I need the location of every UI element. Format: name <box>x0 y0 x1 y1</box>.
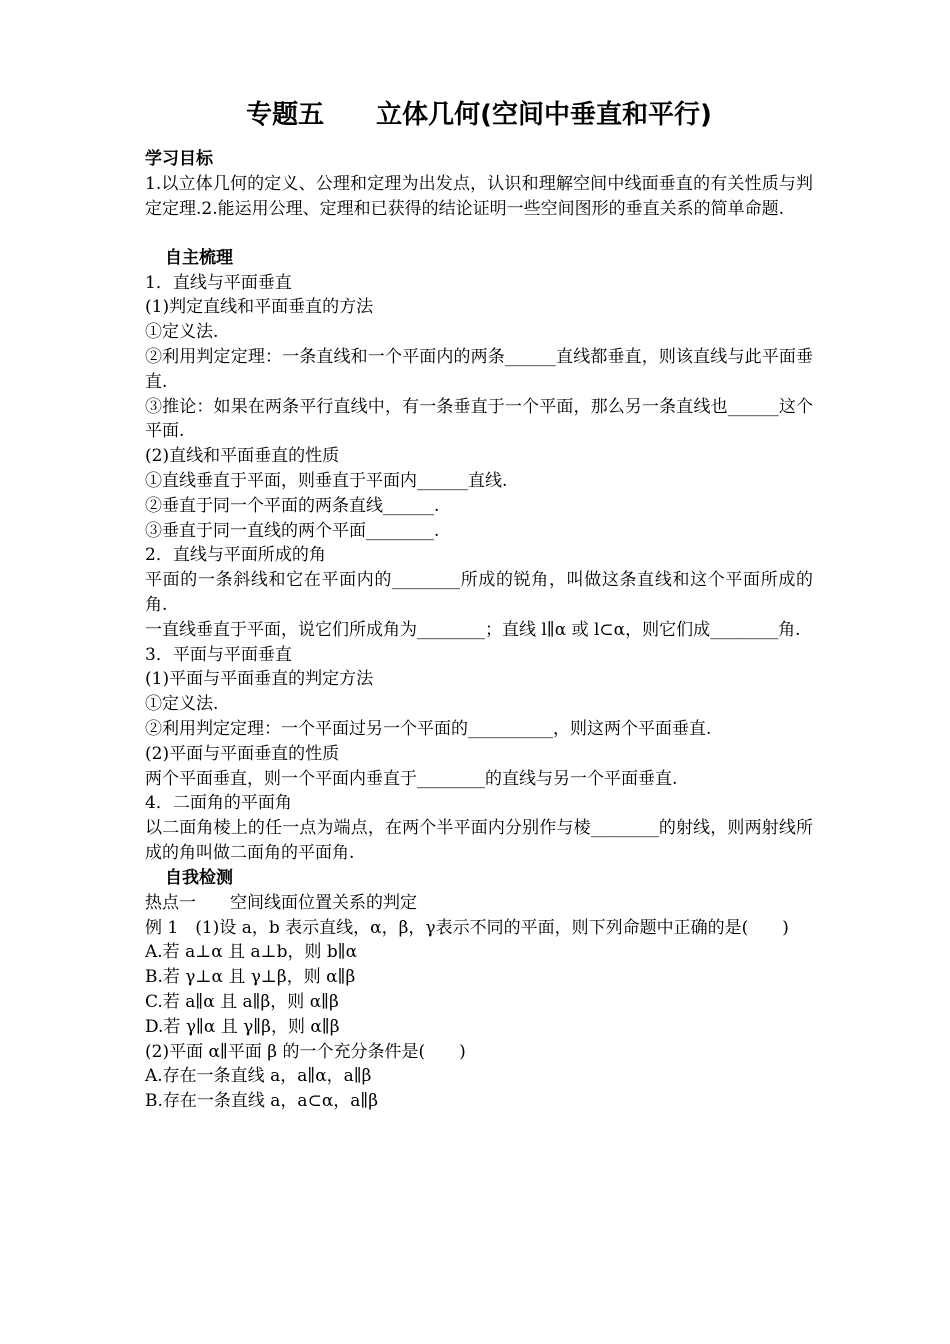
check-line: B.若 γ⊥α 且 γ⊥β，则 α∥β <box>145 967 356 988</box>
review-line: 两个平面垂直，则一个平面内垂直于________的直线与另一个平面垂直. <box>145 768 678 789</box>
check-body <box>145 891 813 1114</box>
check-line: C.若 a∥α 且 a∥β，则 α∥β <box>145 991 339 1012</box>
review-line: ②垂直于同一个平面的两条直线______. <box>145 495 440 516</box>
spacer <box>145 222 813 246</box>
review-line: ③垂直于同一直线的两个平面________. <box>145 520 440 541</box>
review-line: ①定义法. <box>145 694 219 715</box>
check-heading: 自我检测 <box>165 867 233 888</box>
check-line: D.若 γ∥α 且 γ∥β，则 α∥β <box>145 1016 340 1037</box>
check-line: A.若 a⊥α 且 a⊥b，则 b∥α <box>145 942 358 963</box>
objectives-text: 1.以立体几何的定义、公理和定理为出发点，认识和理解空间中线面垂直的有关性质与判定定理.2.能运用公理、定理和已获得的结论证明一些空间图形的垂直关系的简单命题. <box>145 174 813 219</box>
review-line: (2)直线和平面垂直的性质 <box>145 446 340 467</box>
review-line: 以二面角棱上的任一点为端点，在两个半平面内分别作与棱________的射线，则两射线所成的角叫做二面角的平面角. <box>145 818 813 863</box>
review-line: ①直线垂直于平面，则垂直于平面内______直线. <box>145 470 508 491</box>
review-line: ②利用判定定理：一个平面过另一个平面的__________，则这两个平面垂直. <box>145 718 712 739</box>
review-line: (1)平面与平面垂直的判定方法 <box>145 669 374 690</box>
check-line: 热点一 空间线面位置关系的判定 <box>145 892 417 913</box>
document-page <box>145 95 813 1114</box>
review-line: 4．二面角的平面角 <box>145 793 292 814</box>
review-line: (2)平面与平面垂直的性质 <box>145 743 340 764</box>
review-heading: 自主梳理 <box>165 247 233 268</box>
review-line: 平面的一条斜线和它在平面内的________所成的锐角，叫做这条直线和这个平面所成的角. <box>145 570 813 615</box>
review-line: (1)判定直线和平面垂直的方法 <box>145 297 374 318</box>
review-line: 一直线垂直于平面，说它们所成角为________；直线 l∥α 或 l⊂α，则它们成________角. <box>145 619 801 640</box>
review-line: 2．直线与平面所成的角 <box>145 545 326 566</box>
objectives-heading: 学习目标 <box>145 149 213 169</box>
check-line: A.存在一条直线 a，a∥α，a∥β <box>145 1066 372 1087</box>
review-body <box>145 271 813 866</box>
check-line: (2)平面 α∥平面 β 的一个充分条件是( ) <box>145 1041 466 1062</box>
check-line: B.存在一条直线 a，a⊂α，a∥β <box>145 1091 379 1112</box>
review-line: ②利用判定定理：一条直线和一个平面内的两条______直线都垂直，则该直线与此平面垂直. <box>145 346 813 392</box>
review-line: ③推论：如果在两条平行直线中，有一条垂直于一个平面，那么另一条直线也______这个平面. <box>145 396 813 442</box>
review-line: ①定义法. <box>145 322 219 343</box>
check-line: 例 1 (1)设 a，b 表示直线，α，β，γ表示不同的平面，则下列命题中正确的是( ) <box>145 917 789 938</box>
page-title: 专题五 立体几何(空间中垂直和平行) <box>246 100 712 130</box>
review-line: 1．直线与平面垂直 <box>145 272 292 293</box>
review-line: 3．平面与平面垂直 <box>145 644 292 665</box>
